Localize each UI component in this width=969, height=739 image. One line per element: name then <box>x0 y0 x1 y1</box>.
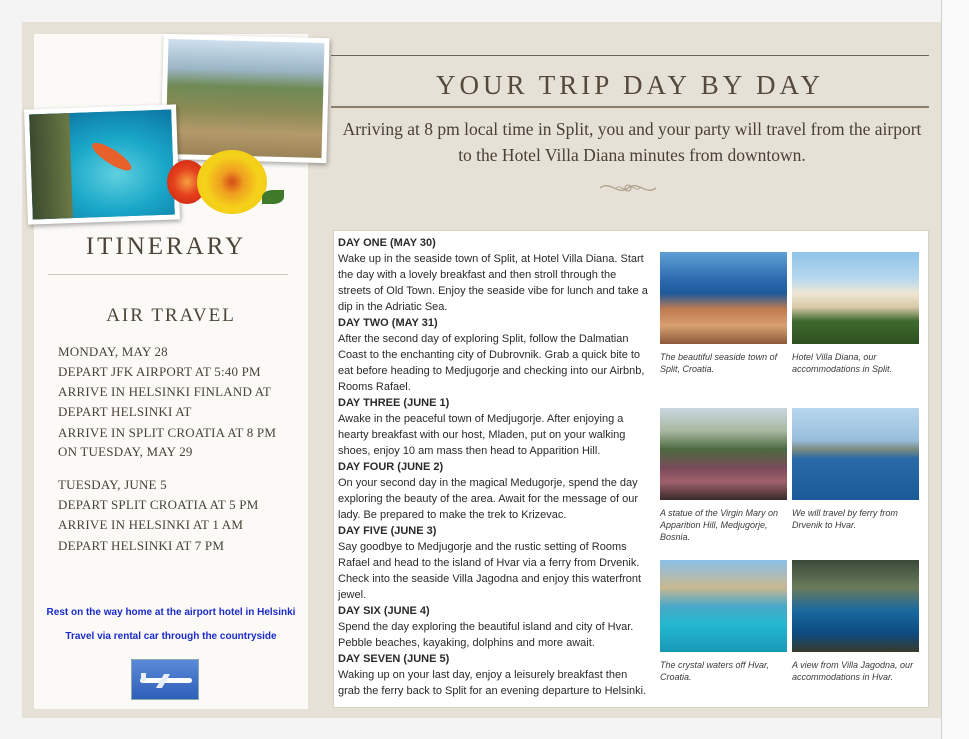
day-text: Awake in the peaceful town of Medjugorje. After enjoying a hearty breakfast with our host, Mladen, put on your walking shoes, enjoy 10 am mass then head to Apparition Hill. <box>338 413 626 457</box>
air-line: ARRIVE IN HELSINKI FINLAND AT <box>58 384 272 399</box>
photo-caption: The beautiful seaside town of Split, Croatia. <box>660 352 778 374</box>
photo-caption: A view from Villa Jagodna, our accommodations in Hvar. <box>792 660 914 682</box>
air-line: ARRIVE IN SPLIT CROATIA AT 8 PM <box>58 425 277 440</box>
air-travel-title: AIR TRAVEL <box>106 305 236 326</box>
ferry-photo <box>792 408 919 531</box>
flourish-ornament-icon <box>598 178 658 198</box>
photo-caption: Hotel Villa Diana, our accommodations in Split. <box>792 352 893 374</box>
photo-caption: The crystal waters off Hvar, Croatia. <box>660 660 770 682</box>
day-title: DAY TWO (MAY 31) <box>338 317 438 329</box>
photo-caption: A statue of the Virgin Mary on Apparition Hill, Medjugorje, Bosnia. <box>660 508 779 542</box>
itinerary-title: ITINERARY <box>85 233 247 260</box>
villa-diana-photo <box>792 252 919 375</box>
air-line: MONDAY, MAY 28 <box>58 344 168 359</box>
day-text: Wake up in the seaside town of Split, at Hotel Villa Diana. Start the day with a lovely breakfast and then stroll through the streets of Old Town. Enjoy the seaside vibe for lunch and take a dip in the Adriatic Sea. <box>338 253 648 313</box>
day-by-day-content[interactable] <box>333 230 929 708</box>
day-title: DAY THREE (JUNE 1) <box>338 397 450 409</box>
villa-jagodna-photo <box>792 560 919 683</box>
yellow-hibiscus-image <box>197 150 267 214</box>
day-title: DAY ONE (MAY 30) <box>338 237 436 249</box>
day-text: Waking up on your last day, enjoy a leisurely breakfast then grab the ferry back to Split for an evening departure to Helsinki. <box>338 669 647 697</box>
hvar-waters-photo <box>660 560 787 683</box>
air-line: ARRIVE IN HELSINKI AT 1 AM <box>58 517 244 532</box>
page-subtitle: Arriving at 8 pm local time in Split, you and your party will travel from the airport to the Hotel Villa Diana minutes from downtown. <box>342 119 922 165</box>
page-title: YOUR TRIP DAY BY DAY <box>435 70 825 100</box>
kayak-photo <box>24 104 180 224</box>
day-list <box>338 235 652 699</box>
air-line: DEPART JFK AIRPORT AT 5:40 PM <box>58 364 261 379</box>
apparition-hill-photo <box>160 34 329 163</box>
virgin-mary-photo <box>660 408 787 543</box>
day-text: Spend the day exploring the beautiful island and city of Hvar. Pebble beaches, kayaking, dolphins and more await. <box>338 621 634 649</box>
day-text: Say goodbye to Medjugorje and the rustic setting of Rooms Rafael and head to the island of Hvar via a ferry from Drvenik. Check into the seaside Villa Jagodna and enjoy this waterfront jewel. <box>338 541 642 601</box>
air-line: DEPART HELSINKI AT <box>58 404 192 419</box>
day-text: On your second day in the magical Medugorje, spend the day exploring the beauty of the area. Await for the message of our lady. Be prepared to make the trek to Krizevac. <box>338 477 639 521</box>
day-title: DAY SIX (JUNE 4) <box>338 605 430 617</box>
split-photo <box>660 252 787 375</box>
day-title: DAY FOUR (JUNE 2) <box>338 461 444 473</box>
day-title: DAY FIVE (JUNE 3) <box>338 525 437 537</box>
header-rule <box>331 106 929 108</box>
travel-note: Travel via rental car through the countryside <box>65 631 277 642</box>
airplane-image <box>131 659 199 700</box>
leaf-image <box>262 190 284 204</box>
divider <box>48 274 288 275</box>
air-line: DEPART HELSINKI AT 7 PM <box>58 538 225 553</box>
air-line: DEPART SPLIT CROATIA AT 5 PM <box>58 497 259 512</box>
header-rule <box>331 55 929 56</box>
air-line: TUESDAY, JUNE 5 <box>58 477 167 492</box>
day-text: After the second day of exploring Split, follow the Dalmatian Coast to the enchanting city of Dubrovnik. Grab a quick bite to eat before heading to Medjugorje and checking into our Airbnb, Rooms Rafael. <box>338 333 645 393</box>
air-line: ON TUESDAY, MAY 29 <box>58 444 193 459</box>
window-edge <box>941 0 969 739</box>
photo-caption: We will travel by ferry from Drvenik to Hvar. <box>792 508 898 530</box>
day-title: DAY SEVEN (JUNE 5) <box>338 653 450 665</box>
rest-note: Rest on the way home at the airport hotel in Helsinki <box>46 607 296 618</box>
